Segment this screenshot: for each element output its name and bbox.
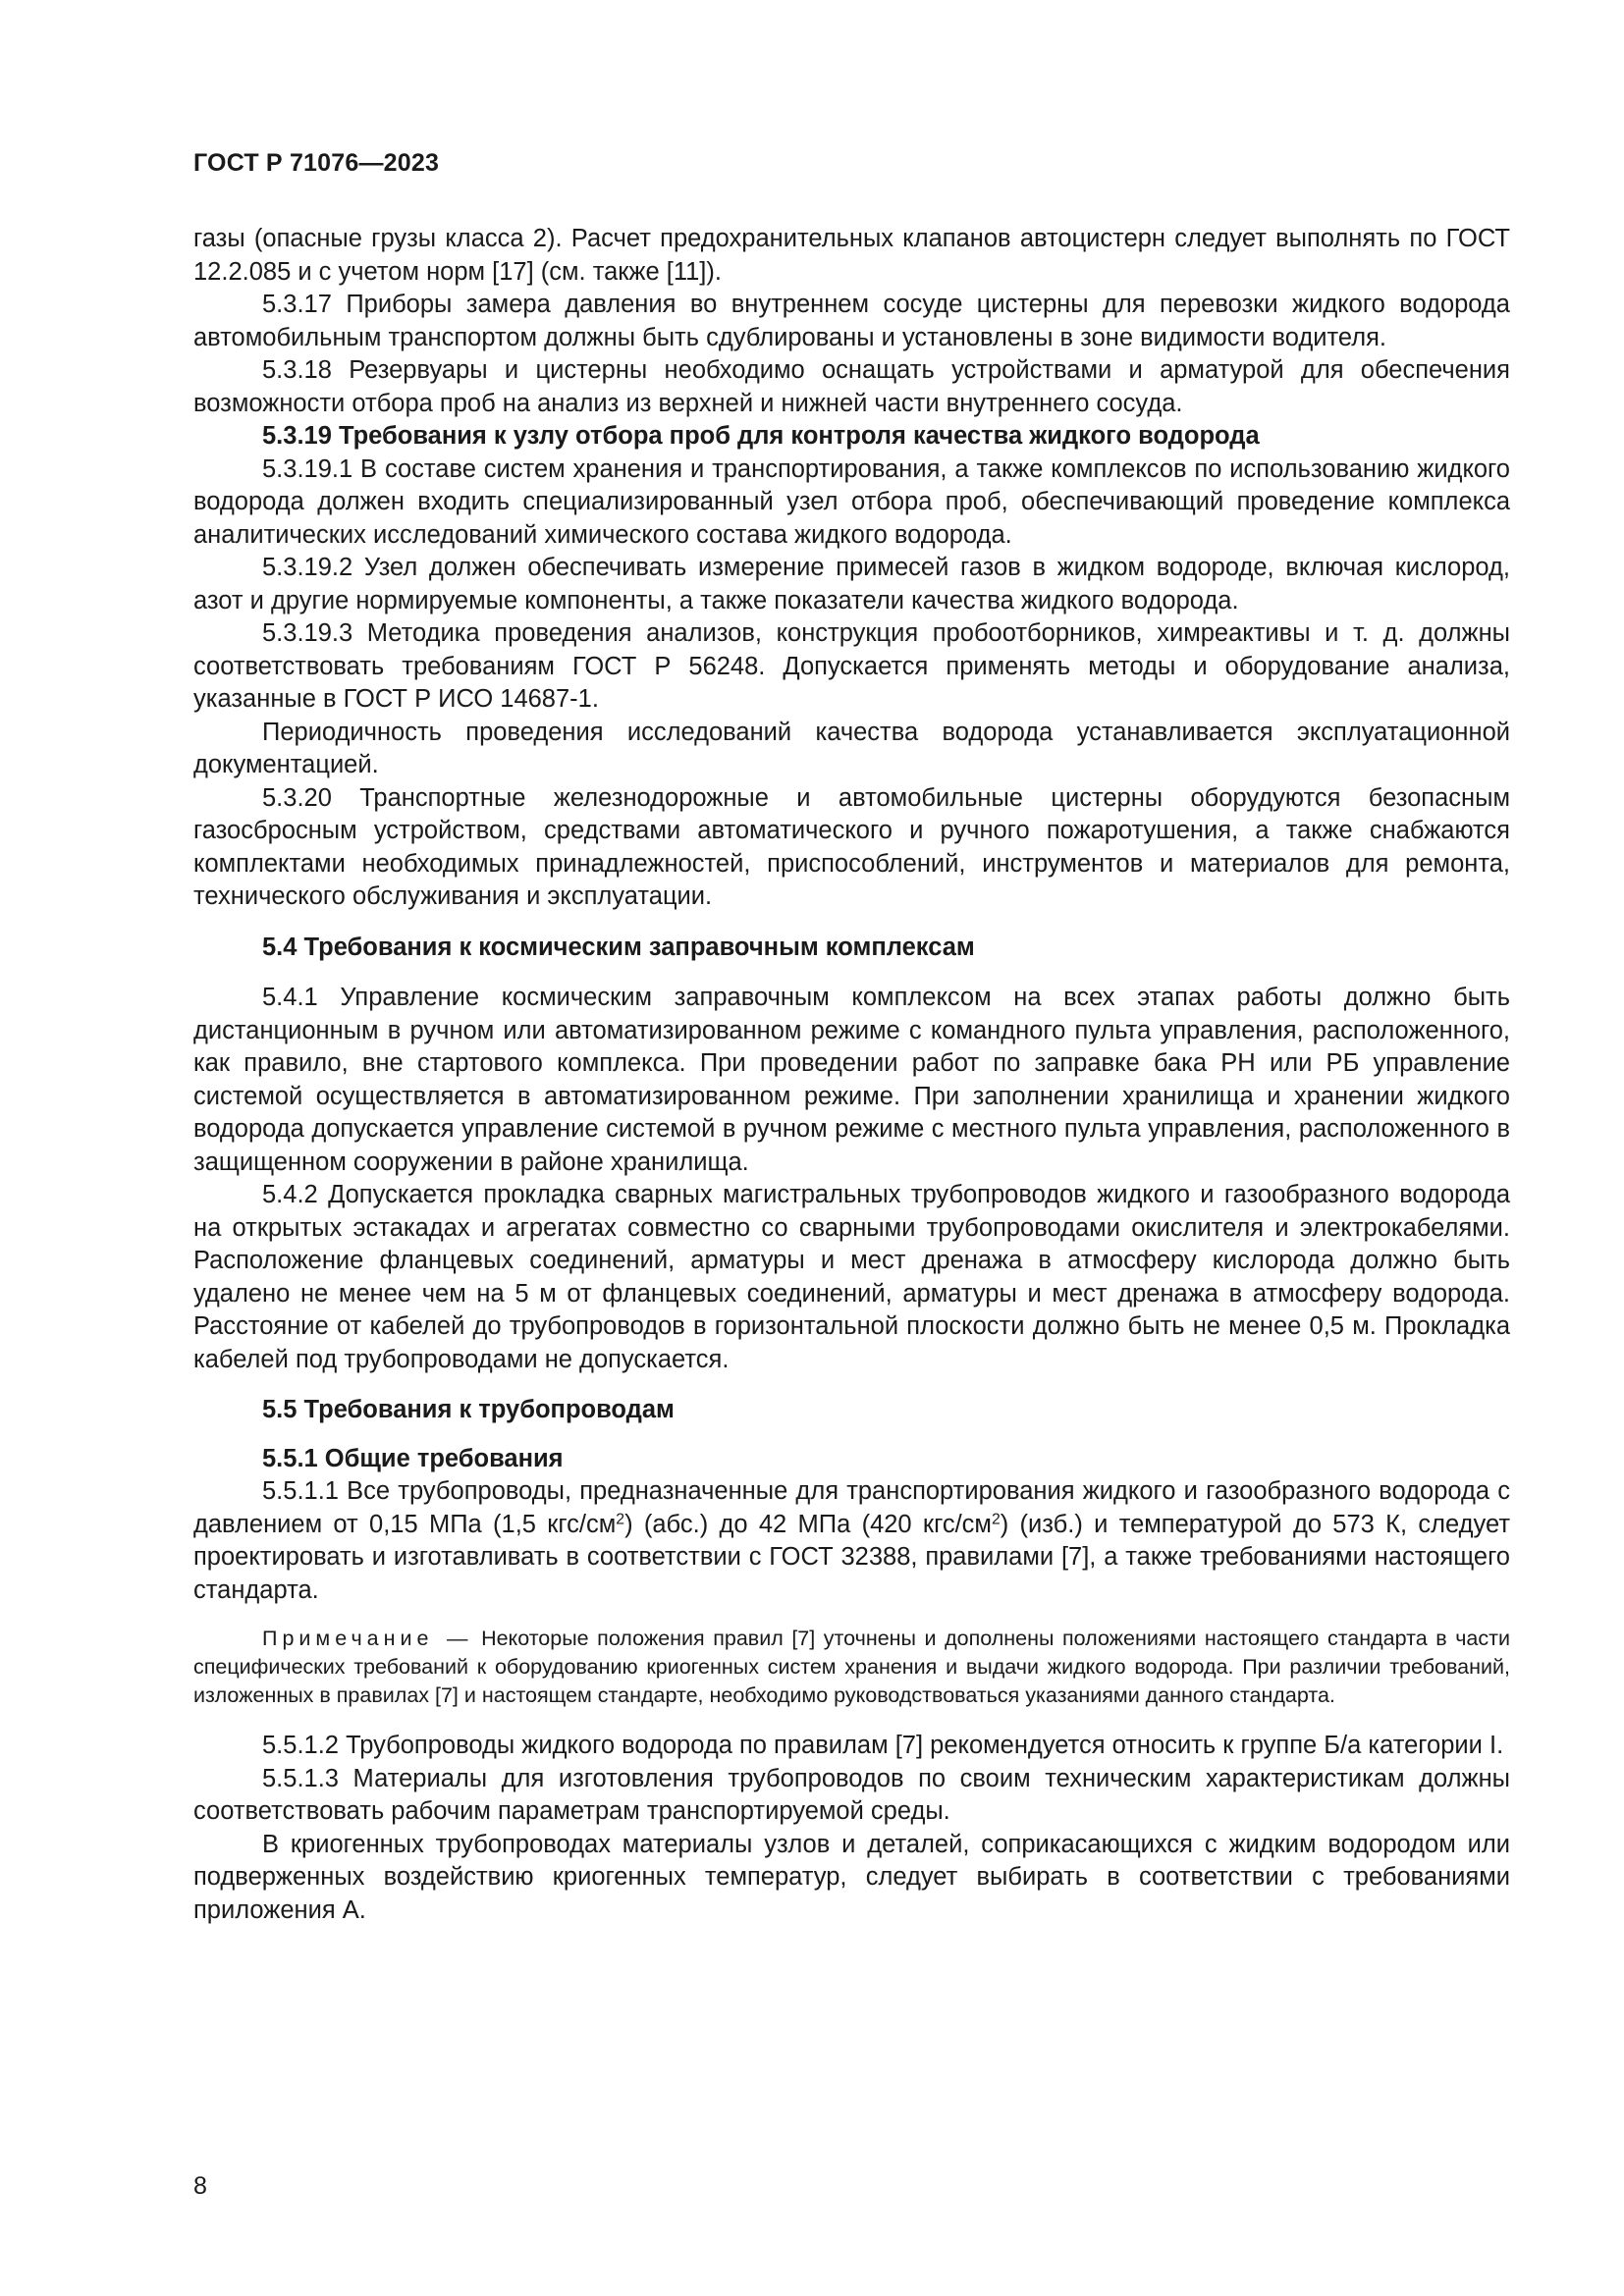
paragraph-continuation: газы (опасные грузы класса 2). Расчет предохранительных клапанов автоцистерн следует выполнять по ГОСТ 12.2.085 и с учетом норм [17] (см. также [11]). [193, 225, 1510, 286]
clause-5-3-17: 5.3.17 Приборы замера давления во внутреннем сосуде цистерны для перевозки жидкого водорода автомобильным транспортом должны быть сдублированы и установлены в зоне видимости водителя. [193, 291, 1510, 351]
clause-5-3-20: 5.3.20 Транспортные железнодорожные и автомобильные цистерны оборудуются безопасным газосбросным устройством, средствами автоматического и ручного пожаротушения, а также снабжаются комплектами необходимых принадлежностей, приспособлений, инструментов и материалов для ремонта, технического обслуживания и эксплуатации. [193, 783, 1510, 910]
clause-5-5-1-1 [193, 1475, 1510, 1607]
heading-5-4: 5.4 Требования к космическим заправочным комплексам [262, 933, 975, 961]
page-number: 8 [193, 2172, 207, 2200]
superscript-2: 2 [616, 1510, 625, 1527]
heading-5-5: 5.5 Требования к трубопроводам [262, 1396, 675, 1423]
clause-5-5-1-2: 5.5.1.2 Трубопроводы жидкого водорода по правилам [7] рекомендуется относить к группе Б/а категории I. [262, 1732, 1504, 1759]
paragraph-cryogenic-materials: В криогенных трубопроводах материалы узлов и деталей, соприкасающихся с жидким водородом или подверженных воздействию криогенных температур, следует выбирать в соответствии с требованиями приложения А. [193, 1830, 1510, 1924]
clause-5-3-19-2: 5.3.19.2 Узел должен обеспечивать измерение примесей газов в жидком водороде, включая кислород, азот и другие нормируемые компоненты, а также показатели качества жидкого водорода. [193, 554, 1510, 614]
clause-5-3-19-1: 5.3.19.1 В составе систем хранения и транспортирования, а также комплексов по использованию жидкого водорода должен входить специализированный узел отбора проб, обеспечивающий проведение комплекса аналитических исследований химического состава жидкого водорода. [193, 454, 1510, 549]
clause-5-5-1-1-part-b: ) (абс.) до 42 МПа (420 кгс/см [624, 1510, 992, 1538]
note-text: Некоторые положения правил [7] уточнены и дополнены положениями настоящего стандарта в части специфических требований к оборудованию криогенных систем хранения и выдачи жидкого водорода. При различии требований, изложенных в правилах [7] и настоящем стандарте, необходимо руководствоваться указаниями данного стандарта. [193, 1627, 1510, 1707]
note [193, 1625, 1510, 1710]
superscript-2: 2 [991, 1510, 1001, 1527]
clause-5-4-1: 5.4.1 Управление космическим заправочным комплексом на всех этапах работы должно быть дистанционным в ручном или автоматизированном режиме с командного пульта управления, расположенного, как правило, вне стартового комплекса. При проведении работ по заправке бака РН или РБ управление системой осуществляется в автоматизированном режиме. При заполнении хранилища и хранении жидкого водорода допускается управление системой в ручном режиме с местного пульта управления, расположенного в защищенном сооружении в районе хранилища. [193, 984, 1510, 1176]
clause-5-3-19-3: 5.3.19.3 Методика проведения анализов, конструкция пробоотборников, химреактивы и т. д. должны соответствовать требованиям ГОСТ Р 56248. Допускается применять методы и оборудование анализа, указанные в ГОСТ Р ИСО 14687-1. [193, 619, 1510, 713]
document-body [193, 223, 1510, 1927]
document-header: ГОСТ Р 71076—2023 [193, 149, 440, 177]
clause-5-5-1-1-part-c: ) (изб.) и температурой до 573 К, следует проектировать и изготавливать в соответствии с ГОСТ 32388, правилами [7], а также требованиями настоящего стандарта. [193, 1510, 1511, 1604]
heading-5-5-1: 5.5.1 Общие требования [262, 1444, 564, 1472]
note-label: Примечание — [262, 1627, 473, 1650]
heading-5-3-19: 5.3.19 Требования к узлу отбора проб для контроля качества жидкого водорода [262, 422, 1260, 450]
clause-5-5-1-1-part-a: 5.5.1.1 Все трубопроводы, предназначенные для транспортирования жидкого и газообразного водорода с давлением от 0,15 МПа (1,5 кгс/см [193, 1477, 1510, 1538]
paragraph-periodicity: Периодичность проведения исследований качества водорода устанавливается эксплуатационной документацией. [193, 718, 1510, 778]
clause-5-5-1-3: 5.5.1.3 Материалы для изготовления трубопроводов по своим техническим характеристикам должны соответствовать рабочим параметрам транспортируемой среды. [193, 1764, 1510, 1825]
clause-5-3-18: 5.3.18 Резервуары и цистерны необходимо оснащать устройствами и арматурой для обеспечения возможности отбора проб на анализ из верхней и нижней части внутреннего сосуда. [193, 356, 1510, 417]
clause-5-4-2: 5.4.2 Допускается прокладка сварных магистральных трубопроводов жидкого и газообразного водорода на открытых эстакадах и агрегатах совместно со сварными трубопроводами окислителя и электрокабелями. Расположение фланцевых соединений, арматуры и мест дренажа в атмосферу кислорода должно быть удалено не менее чем на 5 м от фланцевых соединений, арматуры и мест дренажа в атмосферу водорода. Расстояние от кабелей до трубопроводов в горизонтальной плоскости должно быть не менее 0,5 м. Прокладка кабелей под трубопроводами не допускается. [193, 1181, 1510, 1373]
